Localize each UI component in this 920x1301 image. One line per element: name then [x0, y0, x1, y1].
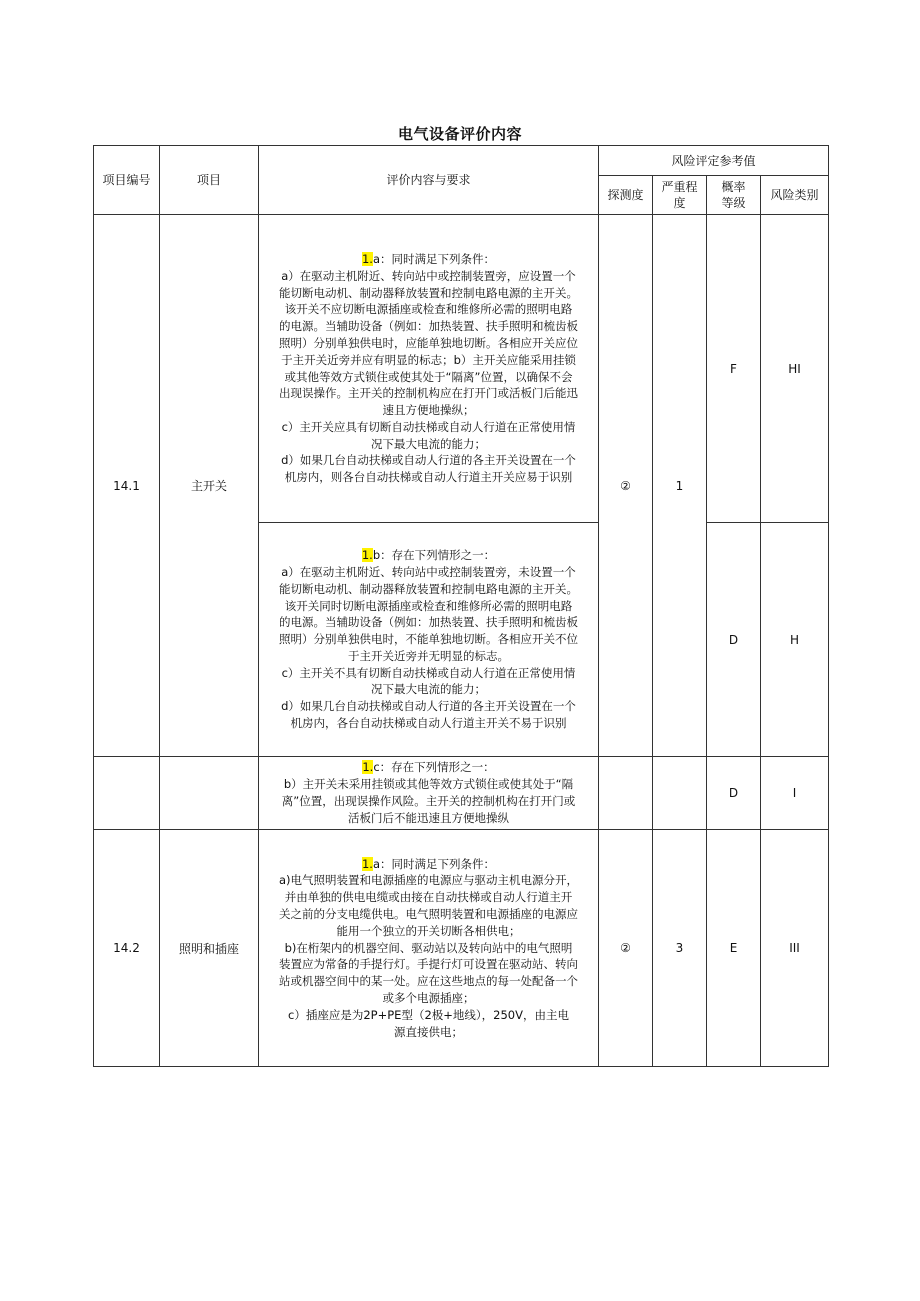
row-14-2-severity: 3	[653, 830, 707, 1067]
row-14-1-content-a: 1.a：同时满足下列条件： a）在驱动主机附近、转向站中或控制装置旁，应设置一个 能切断电动机、制动器释放装置和控制电路电源的主开关。 该开关不应切断电源插座或检查和维修所必需的照明电路 的电源。当辅助设备（例如：加热装置、扶手照明和梳齿板 照明）分别单独供电时，应能单独地切断。各相应开关应位 于主开关近旁并应有明显的标志；b）主开关应能采用挂锁 或其他等效方式锁住或使其处于“隔离”位置，以确保不会 出现误操作。主开关的控制机构应在打开门或活板门后能迅 速且方便地操纵； c）主开关应具有切断自动扶梯或自动人行道在正常使用情 况下最大电流的能力； d）如果几台自动扶梯或自动人行道的各主开关设置在一个 机房内，则各台自动扶梯或自动人行道主开关应易于识别	[259, 215, 599, 523]
row-14-1c-id-empty	[94, 757, 160, 830]
header-project-id: 项目编号	[94, 146, 160, 215]
page-title: 电气设备评价内容	[397, 125, 522, 143]
row-14-1-id: 14.1	[94, 215, 160, 757]
row-14-1-item: 主开关	[160, 215, 259, 757]
row-14-2-content-a: 1.a：同时满足下列条件： a)电气照明装置和电源插座的电源应与驱动主机电源分开， 并由单独的供电电缆或由接在自动扶梯或自动人行道主开 关之前的分支电缆供电。电气照明装置和电源插座的电源应 能用一个独立的开关切断各相供电； b)在桁架内的机器空间、驱动站以及转向站中的电气照明 装置应为常备的手提行灯。手提行灯可设置在驱动站、转向 站或机器空间中的某一处。应在这些地点的每一处配备一个 或多个电源插座； c）插座应是为2P+PE型（2极+地线），250V，由主电 源直接供电；	[259, 830, 599, 1067]
row-14-2-id: 14.2	[94, 830, 160, 1067]
row-14-1-severity: 1	[653, 215, 707, 757]
row-14-2-detectability: ②	[599, 830, 653, 1067]
row-14-1b-risk-category: H	[761, 523, 829, 757]
header-probability: 概率 等级	[707, 176, 761, 215]
row-14-1b-probability: D	[707, 523, 761, 757]
row-14-1c-risk-category: I	[761, 757, 829, 830]
row-14-1c-severity-empty	[653, 757, 707, 830]
row-14-1c-probability: D	[707, 757, 761, 830]
row-14-1-content-c: 1.c：存在下列情形之一： b）主开关未采用挂锁或其他等效方式锁住或使其处于“隔 离”位置，出现误操作风险。主开关的控制机构在打开门或 活板门后不能迅速且方便地操纵	[259, 757, 599, 830]
evaluation-table	[93, 145, 829, 1067]
header-severity: 严重程 度	[653, 176, 707, 215]
header-project: 项目	[160, 146, 259, 215]
row-14-1a-probability: F	[707, 215, 761, 523]
row-14-2-item: 照明和插座	[160, 830, 259, 1067]
row-14-1a-risk-category: HI	[761, 215, 829, 523]
row-14-1c-item-empty	[160, 757, 259, 830]
header-risk-category: 风险类别	[761, 176, 829, 215]
row-14-2-probability: E	[707, 830, 761, 1067]
header-risk-group: 风险评定参考值	[599, 146, 829, 176]
row-14-1c-detect-empty	[599, 757, 653, 830]
row-14-2-risk-category: III	[761, 830, 829, 1067]
row-14-1-content-b: 1.b：存在下列情形之一： a）在驱动主机附近、转向站中或控制装置旁，未设置一个 能切断电动机、制动器释放装置和控制电路电源的主开关。 该开关同时切断电源插座或检查和维修所必需的照明电路 的电源。当辅助设备（例如：加热装置、扶手照明和梳齿板 照明）分别单独供电时，不能单独地切断。各相应开关不位 于主开关近旁并无明显的标志。 c）主开关不具有切断自动扶梯或自动人行道在正常使用情 况下最大电流的能力； d）如果几台自动扶梯或自动人行道的各主开关设置在一个 机房内，各台自动扶梯或自动人行道主开关不易于识别	[259, 523, 599, 757]
header-content: 评价内容与要求	[259, 146, 599, 215]
row-14-1-detectability: ②	[599, 215, 653, 757]
header-detectability: 探测度	[599, 176, 653, 215]
